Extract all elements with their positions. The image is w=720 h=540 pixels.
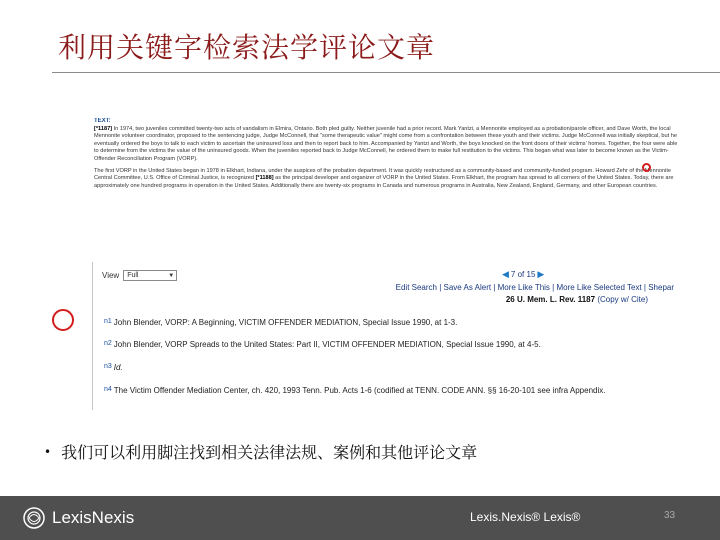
text-label: TEXT: xyxy=(94,118,111,124)
chevron-down-icon: ▼ xyxy=(168,272,175,279)
bullet-dot-icon: • xyxy=(44,444,52,459)
result-position: 7 of 15 xyxy=(510,270,536,279)
footnote-2-text: John Blender, VORP Spreads to the United States: Part II, VICTIM OFFENDER MEDIATION, Special Issue 1990, at 4-5. xyxy=(113,340,541,349)
footnote-3-mark[interactable]: n3 xyxy=(104,363,112,370)
view-select-value: Full xyxy=(127,272,139,279)
footnote-3 xyxy=(104,363,674,373)
footnote-4 xyxy=(104,386,674,396)
panel-border xyxy=(92,262,93,410)
footnote-1-text: John Blender, VORP: A Beginning, VICTIM OFFENDER MEDIATION, Special Issue 1990, at 1-3. xyxy=(113,318,458,327)
paragraph-2-rest: as the principal developer and organizer of VORP in the United States. From Elkhart, the program has spread to all corners of the United States. Today, there are approximately one hundred programs in operation in the United States. Additionally there are twenty-six programs in Canada and numerous programs in Australia, New Zealand, England, Germany, and other European countries. xyxy=(94,175,674,189)
footnote-1 xyxy=(104,318,674,328)
previous-arrow-icon[interactable]: ◀ xyxy=(502,269,509,279)
bullet-text: 我们可以利用脚注找到相关法律法规、案例和其他评论文章 xyxy=(61,443,478,462)
footnote-2-mark[interactable]: n2 xyxy=(104,340,112,347)
next-arrow-icon[interactable]: ▶ xyxy=(537,269,545,279)
slide-title: 利用关键字检索法学评论文章 xyxy=(58,31,436,64)
bullet-point xyxy=(44,440,477,463)
lexisnexis-logo xyxy=(22,506,134,530)
logo-wordmark: LexisNexis xyxy=(52,508,135,527)
slide-number: 33 xyxy=(664,510,676,521)
footnote-3-text: Id. xyxy=(113,363,123,372)
citation: 26 U. Mem. L. Rev. 1187 xyxy=(505,295,596,304)
view-control xyxy=(102,270,177,281)
paragraph-1-text: In 1974, two juveniles committed twenty-two acts of vandalism in Elmira, Ontario. Both pled guilty. Neither juvenile had a prior record. Mark Yantzi, a Mennonite employed as a probation/parole officer, and Dave Worth, the local Mennonite volunteer coordinator, proposed to the sentencing judge, Judge McConnell, that "some therapeutic value" might come from a confrontation between these youth and their victims. Judge McConnell was initially skeptical, but he eventually ordered the boys to talk to each victim to ascertain the uninsured loss and then to report back to him. Accompanied by Yantzi and Worth, the boys knocked on the front doors of their victims' homes. Together, the four were able to determine from the victims the value of the uninsured goods. When the juveniles reported back to Judge McConnell, he ordered them to make full restitution to the victims. This began what was later to become known as the Victim-Offender Reconciliation Program (VORP). xyxy=(94,125,678,162)
document-view-screenshot xyxy=(92,262,676,410)
footnote-4-text: The Victim Offender Mediation Center, ch. 420, 1993 Tenn. Pub. Acts 1-6 (codified at TENN. CODE ANN. §§ 16-20-101 see infra Appendix. xyxy=(113,386,606,395)
footnote-1-mark[interactable]: n1 xyxy=(104,318,112,325)
lexisnexis-emblem-icon xyxy=(22,506,46,530)
title-divider xyxy=(52,72,720,73)
footer-brand-text: Lexis.Nexis® Lexis® xyxy=(470,510,581,524)
page-marker-1188: [*1188] xyxy=(255,175,274,182)
footnote-4-mark[interactable]: n4 xyxy=(104,386,112,393)
copy-with-cite-link[interactable]: (Copy w/ Cite) xyxy=(597,295,648,304)
article-paragraph-2 xyxy=(94,168,678,191)
article-paragraph-1 xyxy=(94,126,678,164)
article-text-screenshot xyxy=(94,118,678,240)
footnote-2 xyxy=(104,340,674,350)
action-links[interactable]: Edit Search | Save As Alert | More Like This | More Like Selected Text | Shepar xyxy=(395,283,674,292)
paragraph-2-text: The first VORP in the United States began in 1978 in Elkhart, Indiana, under the auspices of the probation department. It was quickly restructured as a community-based and community-funded program. Howard Zehr of the Mennonite Central Committee, U.S. Office of Criminal Justice, is recognized xyxy=(94,167,671,182)
page-marker-1187: [*1187] xyxy=(94,125,113,132)
slide-footer xyxy=(0,496,720,540)
citation-line xyxy=(506,295,648,304)
footnote-highlight-circle xyxy=(642,163,651,172)
footnote-marker-highlight-circle xyxy=(52,309,74,331)
view-select[interactable] xyxy=(123,270,177,281)
result-navigation xyxy=(502,269,544,280)
view-label: View xyxy=(102,271,120,280)
